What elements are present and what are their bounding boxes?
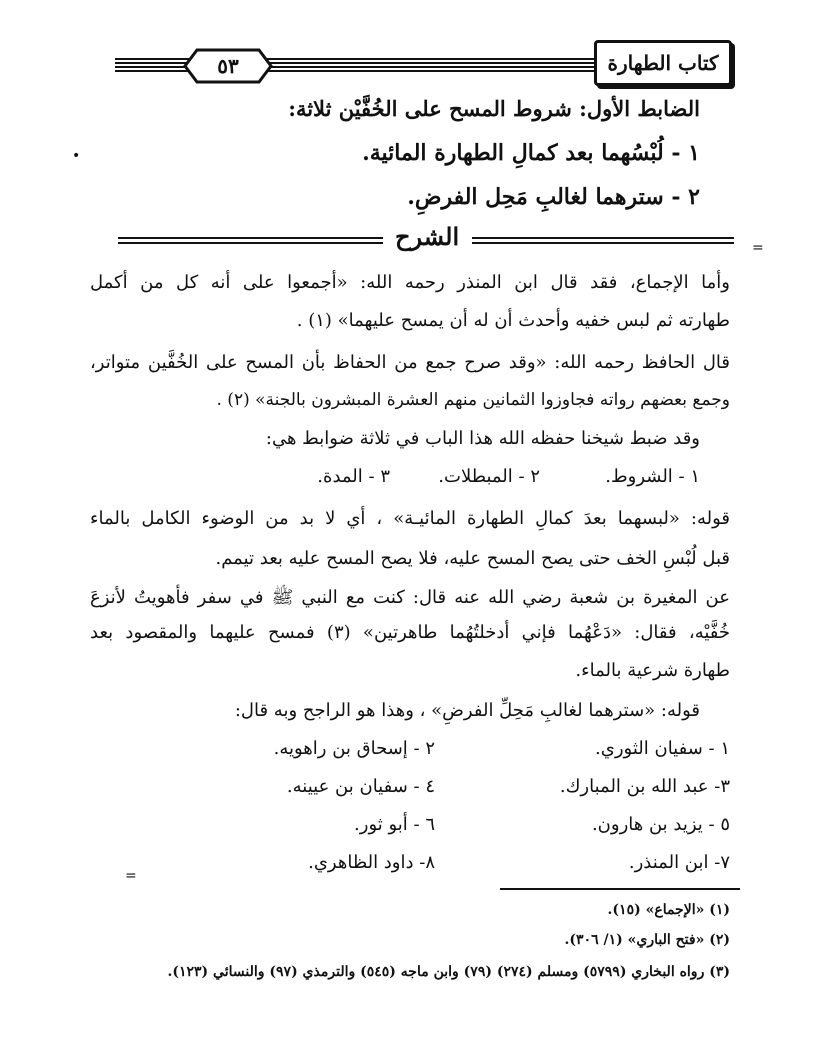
page-number-badge (183, 48, 273, 84)
footnote: (١) «الإجماع» (١٥). (607, 902, 730, 918)
body-line: قال الحافظ رحمه الله: «وقد صرح جمع من الحفاظ بأن المسح على الخُفَّين متواتر، (90, 352, 730, 373)
body-line: وأما الإجماع، فقد قال ابن المنذر رحمه الله: «أجمعوا على أنه كل من أكمل (90, 272, 730, 293)
body-line: وجمع بعضهم رواته فجاوزوا الثمانين منهم العشرة المبشرون بالجنة» (٢) . (216, 390, 730, 410)
margin-mark: = (752, 240, 764, 256)
scholar-item: ١ - سفيان الثوري. (595, 738, 730, 759)
scholar-item: ٢ - إسحاق بن راهويه. (273, 738, 435, 759)
body-line: طهارة شرعية بالماء. (575, 660, 730, 681)
heading-rule-right (472, 237, 734, 247)
footnote-separator (500, 888, 740, 890)
body-line: قوله: «سترهما لغالبِ مَحِلِّ الفرضِ» ، وهذا هو الراجح وبه قال: (234, 700, 700, 721)
scholar-item: ٧- ابن المنذر. (628, 852, 730, 873)
scholar-item: ٥ - يزيد بن هارون. (591, 814, 730, 835)
section-heading: الشرح (395, 222, 460, 251)
page-number: ٥٣ (217, 54, 239, 78)
body-line: طهارته ثم لبس خفيه وأحدث أن له أن يمسح عليهما» (١) . (296, 310, 730, 331)
book-title: كتاب الطهارة (594, 40, 732, 86)
footnote: (٢) «فتح الباري» (١/ ٣٠٦). (564, 932, 730, 948)
rule-item: ٢ - سترهما لغالبِ مَحِل الفرضِ. (407, 184, 700, 210)
rule-item: ١ - لُبْسُهما بعد كمالِ الطهارة المائية. (362, 140, 700, 166)
list-item: ٢ - المبطلات. (438, 466, 540, 487)
scholar-item: ٨- داود الظاهري. (308, 852, 435, 873)
body-line: خُفَّيْه، فقال: «دَعْهُما فإني أدخلتُهُما طاهرتين» (٣) فمسح عليهما والمقصود بعد (90, 622, 731, 643)
margin-dot: • (72, 148, 81, 164)
body-line: عن المغيرة بن شعبة رضي الله عنه قال: كنت مع النبي ﷺ في سفر فأهويتُ لأنزعَ (90, 587, 730, 608)
margin-mark: = (125, 868, 137, 884)
rule-intro: الضابط الأول: شروط المسح على الخُفَّيْن ثلاثة: (288, 96, 700, 121)
list-item: ١ - الشروط. (605, 466, 700, 487)
scholar-item: ٣- عبد الله بن المبارك. (559, 776, 730, 797)
footnote: (٣) رواه البخاري (٥٧٩٩) ومسلم (٢٧٤) (٧٩) وابن ماجه (٥٤٥) والترمذي (٩٧) والنسائي (١٢٣). (167, 964, 730, 980)
list-item: ٣ - المدة. (317, 466, 390, 487)
scholar-item: ٤ - سفيان بن عيينه. (286, 776, 435, 797)
heading-rule-left (118, 237, 383, 247)
body-line: قبل لُبْسِ الخف حتى يصح المسح عليه، فلا يصح المسح عليه بعد تيمم. (215, 548, 730, 569)
body-line: وقد ضبط شيخنا حفظه الله هذا الباب في ثلاثة ضوابط هي: (265, 428, 700, 449)
scholar-item: ٦ - أبو ثور. (354, 814, 435, 835)
body-line: قوله: «لبسهما بعدَ كمالِ الطهارة المائيـة» ، أي لا بد من الوضوء الكامل بالماء (90, 508, 730, 529)
